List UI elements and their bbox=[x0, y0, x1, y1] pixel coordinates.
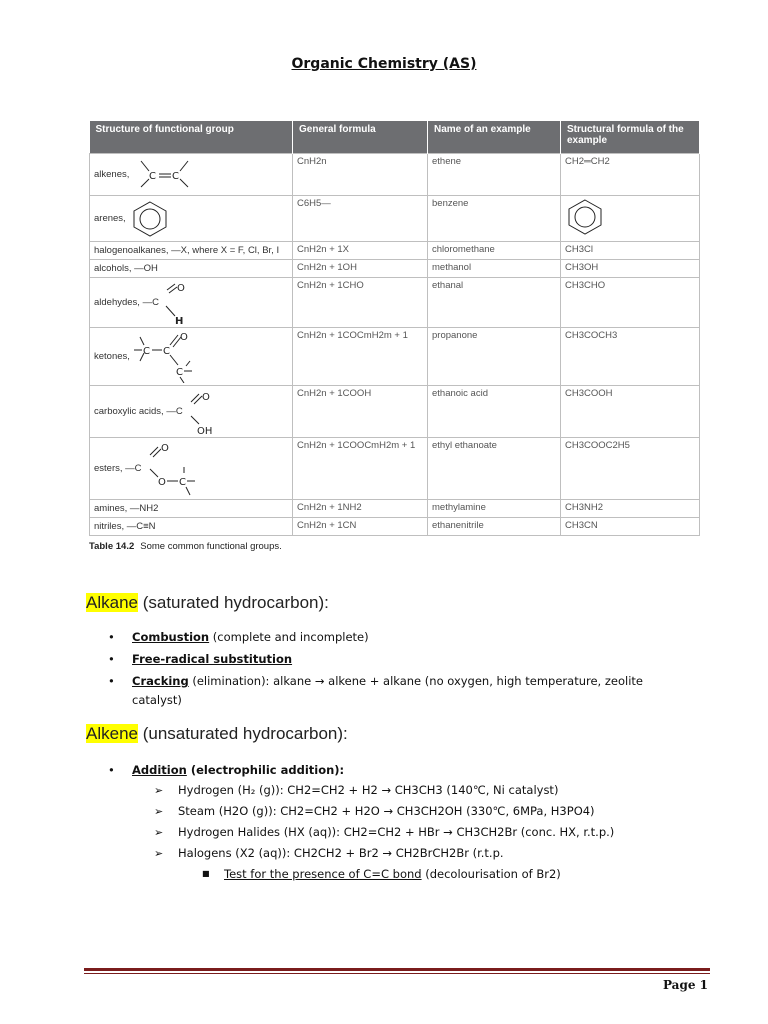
svg-text:O: O bbox=[179, 331, 188, 343]
reaction-equation: Hydrogen (H₂ (g)): CH2=CH2 + H2 → CH3CH3 (140℃, Ni catalyst) bbox=[178, 783, 559, 797]
arrow-bullet-icon: ➢ bbox=[154, 847, 164, 860]
table-row bbox=[90, 386, 700, 438]
list-item bbox=[132, 801, 720, 822]
svg-text:C: C bbox=[162, 345, 170, 357]
table-row bbox=[90, 154, 700, 196]
list-item bbox=[132, 843, 720, 864]
functional-groups-table-wrap bbox=[89, 121, 699, 552]
svg-text:O: O bbox=[201, 391, 210, 403]
general-formula: C6H5— bbox=[293, 196, 428, 242]
general-formula: CnH2n + 1NH2 bbox=[293, 500, 428, 518]
bullet-icon: • bbox=[108, 652, 115, 666]
general-formula: CnH2n + 1X bbox=[293, 242, 428, 260]
structural-formula: CH3Cl bbox=[561, 242, 700, 260]
example-name: benzene bbox=[428, 196, 561, 242]
alkane-heading-highlight: Alkane bbox=[86, 593, 138, 612]
alkene-heading-rest: (unsaturated hydrocarbon): bbox=[137, 724, 348, 743]
structural-formula: CH3CN bbox=[561, 518, 700, 536]
test-sub-list bbox=[132, 864, 720, 884]
svg-text:OH: OH bbox=[196, 425, 213, 434]
table-header: General formula bbox=[293, 121, 428, 154]
arrow-bullet-icon: ➢ bbox=[154, 805, 164, 818]
table-header: Structural formula of the example bbox=[561, 121, 700, 154]
example-name: ethanal bbox=[428, 278, 561, 328]
general-formula: CnH2n + 1CN bbox=[293, 518, 428, 536]
bullet-icon: • bbox=[108, 674, 115, 688]
table-header: Structure of functional group bbox=[90, 121, 293, 154]
svg-text:C: C bbox=[175, 366, 183, 378]
example-name: ethanoic acid bbox=[428, 386, 561, 438]
table-row bbox=[90, 518, 700, 536]
reaction-equation: Halogens (X2 (aq)): CH2CH2 + Br2 → CH2BrCH2Br (r.t.p. bbox=[178, 846, 504, 860]
structural-formula: CH3OH bbox=[561, 260, 700, 278]
general-formula: CnH2n bbox=[293, 154, 428, 196]
ketone-structure-icon bbox=[134, 331, 204, 383]
structural-formula: CH3NH2 bbox=[561, 500, 700, 518]
addition-sub-list bbox=[132, 780, 720, 864]
page-title: Organic Chemistry (AS) bbox=[291, 56, 477, 72]
reaction-equation: Steam (H2O (g)): CH2=CH2 + H2O → CH3CH2OH (330℃, 6MPa, H3PO4) bbox=[178, 804, 595, 818]
reaction-name: Cracking bbox=[132, 674, 189, 688]
caption-number: Table 14.2 bbox=[89, 541, 135, 552]
alkane-reactions-list bbox=[100, 628, 690, 713]
group-label: amines, —NH2 bbox=[94, 503, 159, 514]
structural-formula: CH3COOC2H5 bbox=[561, 438, 700, 500]
svg-text:O: O bbox=[160, 442, 169, 454]
example-name: ethyl ethanoate bbox=[428, 438, 561, 500]
arrow-bullet-icon: ➢ bbox=[154, 826, 164, 839]
reaction-detail: (electrophilic addition): bbox=[186, 763, 345, 777]
list-item bbox=[132, 822, 720, 843]
general-formula: CnH2n + 1COOH bbox=[293, 386, 428, 438]
table-row bbox=[90, 196, 700, 242]
example-name: chloromethane bbox=[428, 242, 561, 260]
example-name: propanone bbox=[428, 328, 561, 386]
table-header: Name of an example bbox=[428, 121, 561, 154]
page-number: Page 1 bbox=[662, 978, 708, 992]
svg-text:C: C bbox=[178, 476, 186, 488]
table-row bbox=[90, 438, 700, 500]
general-formula: CnH2n + 1CHO bbox=[293, 278, 428, 328]
square-bullet-icon: ■ bbox=[202, 869, 210, 878]
general-formula: CnH2n + 1COCmH2m + 1 bbox=[293, 328, 428, 386]
group-label: esters, —C bbox=[94, 463, 142, 474]
alkene-heading-highlight: Alkene bbox=[86, 724, 138, 743]
table-row bbox=[90, 260, 700, 278]
example-name: methylamine bbox=[428, 500, 561, 518]
alkane-heading bbox=[86, 593, 329, 613]
table-row bbox=[90, 242, 700, 260]
structural-formula: CH2═CH2 bbox=[561, 154, 700, 196]
caption-text: Some common functional groups. bbox=[140, 541, 282, 552]
example-name: methanol bbox=[428, 260, 561, 278]
reaction-name: Addition bbox=[132, 763, 187, 777]
bullet-icon: • bbox=[108, 763, 115, 777]
list-item bbox=[100, 628, 690, 647]
group-label: alkenes, bbox=[94, 169, 130, 180]
group-label: aldehydes, —C bbox=[94, 297, 159, 308]
table-caption bbox=[89, 541, 699, 552]
aldehyde-structure-icon bbox=[163, 282, 193, 324]
svg-text:C: C bbox=[149, 170, 157, 182]
list-item bbox=[132, 864, 720, 884]
table-row bbox=[90, 278, 700, 328]
alkene-reactions-list bbox=[100, 761, 720, 887]
benzene-ring-icon bbox=[130, 200, 170, 238]
svg-text:C: C bbox=[142, 345, 150, 357]
group-label: arenes, bbox=[94, 213, 126, 224]
svg-text:O: O bbox=[157, 476, 166, 488]
group-label: carboxylic acids, —C bbox=[94, 406, 183, 417]
bullet-icon: • bbox=[108, 630, 115, 644]
svg-text:O: O bbox=[176, 282, 185, 294]
alkene-structure-icon bbox=[133, 157, 193, 193]
general-formula: CnH2n + 1OH bbox=[293, 260, 428, 278]
list-item bbox=[100, 650, 690, 669]
table-row bbox=[90, 500, 700, 518]
arrow-bullet-icon: ➢ bbox=[154, 784, 164, 797]
group-label: nitriles, —C≡N bbox=[94, 521, 156, 532]
carboxylic-acid-structure-icon bbox=[187, 390, 219, 434]
reaction-name: Combustion bbox=[132, 630, 210, 644]
reaction-detail: (complete and incomplete) bbox=[209, 630, 369, 644]
footer-rule bbox=[84, 973, 710, 974]
reaction-name: Free-radical substitution bbox=[132, 652, 293, 666]
structural-formula: CH3COOH bbox=[561, 386, 700, 438]
reaction-equation: Hydrogen Halides (HX (aq)): CH2=CH2 + HBr → CH3CH2Br (conc. HX, r.t.p.) bbox=[178, 825, 615, 839]
test-detail: (decolourisation of Br2) bbox=[421, 867, 561, 881]
list-item bbox=[132, 780, 720, 801]
reaction-detail: (elimination): alkane → alkene + alkane (no oxygen, high temperature, zeolite catalyst) bbox=[132, 674, 643, 707]
alkene-heading bbox=[86, 724, 348, 744]
svg-text:C: C bbox=[172, 170, 180, 182]
general-formula: CnH2n + 1COOCmH2m + 1 bbox=[293, 438, 428, 500]
example-name: ethanenitrile bbox=[428, 518, 561, 536]
functional-groups-table bbox=[89, 121, 700, 536]
ester-structure-icon bbox=[146, 441, 206, 497]
table-row bbox=[90, 328, 700, 386]
list-item bbox=[100, 761, 720, 884]
structural-formula: CH3CHO bbox=[561, 278, 700, 328]
group-label: alcohols, —OH bbox=[94, 263, 158, 274]
list-item bbox=[100, 672, 690, 710]
footer-rule bbox=[84, 968, 710, 971]
benzene-ring-icon bbox=[565, 198, 605, 236]
structural-formula: CH3COCH3 bbox=[561, 328, 700, 386]
group-label: halogenoalkanes, —X, where X = F, Cl, Br, I bbox=[94, 245, 280, 256]
test-name: Test for the presence of C=C bond bbox=[224, 867, 422, 881]
example-name: ethene bbox=[428, 154, 561, 196]
group-label: ketones, bbox=[94, 351, 130, 362]
svg-text:H: H bbox=[174, 315, 184, 324]
alkane-heading-rest: (saturated hydrocarbon): bbox=[137, 593, 329, 612]
